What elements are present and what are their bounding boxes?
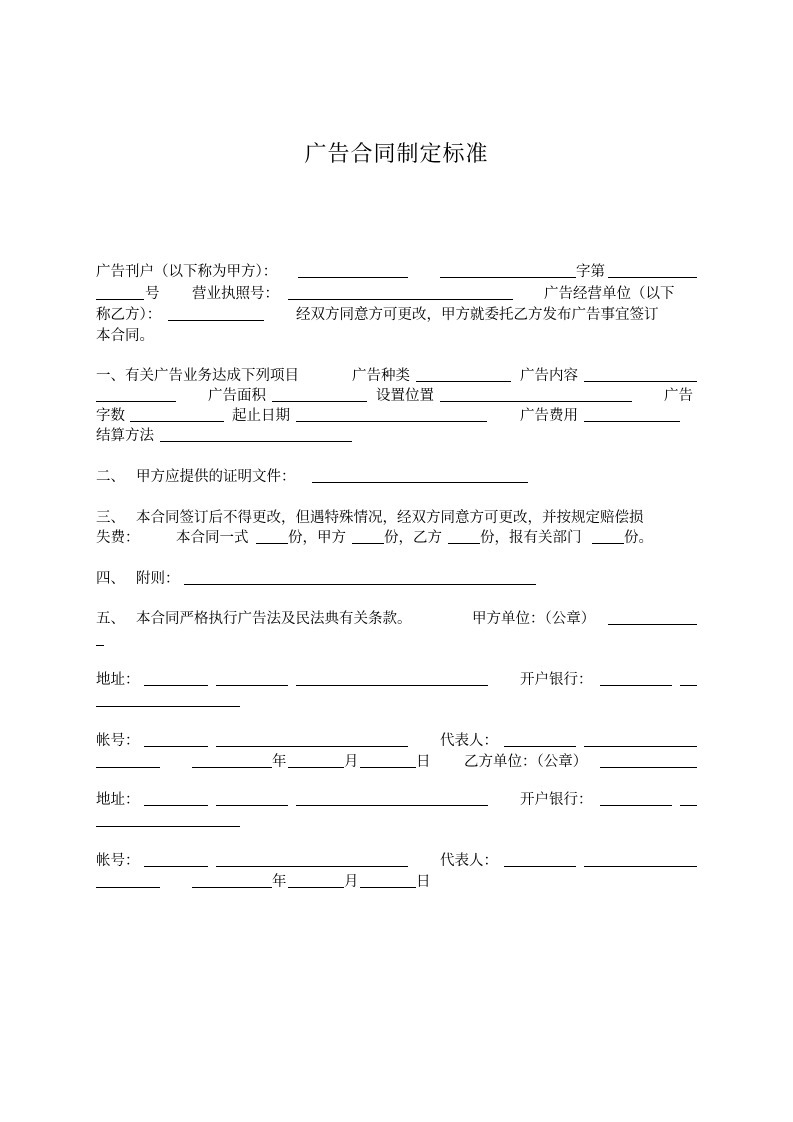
party-a-bank-blank[interactable]: [600, 670, 672, 686]
total-copies-blank[interactable]: [256, 528, 288, 544]
section2-number: 二、: [96, 469, 125, 485]
party-a-bank-blank-2[interactable]: [680, 670, 697, 686]
agency-blank[interactable]: [168, 305, 264, 321]
ad-content-blank[interactable]: [584, 366, 697, 382]
party-b-month-blank[interactable]: [288, 872, 344, 888]
hao-label: 号: [145, 286, 160, 302]
agency-label-part2: 称乙方）：: [96, 307, 162, 323]
section1-line-3: [96, 406, 697, 426]
section4-line: [96, 569, 697, 589]
party-a-address-blank-3[interactable]: [296, 670, 488, 686]
intro-closing: 本合同。: [96, 328, 154, 344]
department-copies-blank[interactable]: [592, 528, 624, 544]
party-a-year-blank[interactable]: [192, 752, 272, 768]
word-count-label-part2: 字数: [96, 408, 125, 424]
section2-line: [96, 467, 697, 487]
party-a-day-blank[interactable]: [360, 752, 416, 768]
party-a-bank-blank-cont[interactable]: [96, 691, 240, 707]
ad-area-label: 广告面积: [208, 388, 266, 404]
party-a-bank-label: 开户银行：: [520, 672, 593, 688]
section4-number: 四、: [96, 571, 125, 587]
section3-line-2: [96, 528, 697, 548]
ad-content-blank-cont[interactable]: [96, 386, 176, 402]
section5-text: 本合同严格执行广告法及民法典有关条款。: [136, 611, 412, 627]
party-a-rep-blank-cont[interactable]: [96, 752, 160, 768]
party-b-address-label: 地址：: [96, 792, 140, 808]
party-a-rep-blank[interactable]: [504, 731, 576, 747]
party-a-unit-blank[interactable]: [608, 609, 697, 625]
party-b-date-line: [96, 872, 697, 892]
party-a-account-blank-1[interactable]: [144, 731, 208, 747]
party-a-month-label: 月: [344, 754, 359, 770]
intro-line-3: [96, 305, 697, 325]
section1-line-1: [96, 366, 697, 386]
ad-area-blank[interactable]: [272, 386, 367, 402]
ad-content-label: 广告内容: [520, 368, 578, 384]
party-b-unit-blank[interactable]: [600, 752, 697, 768]
document-number-blank[interactable]: [608, 262, 697, 278]
party-b-bank-blank-2[interactable]: [680, 790, 697, 806]
party-a-copies-blank[interactable]: [352, 528, 384, 544]
department-copies-label: 份，报有关部门: [480, 530, 582, 546]
document-title: 广告合同制定标准: [304, 142, 489, 167]
party-a-day-label: 日: [416, 754, 431, 770]
party-b-year-label: 年: [272, 874, 287, 890]
party-a-month-blank[interactable]: [288, 752, 344, 768]
section1-heading: 一、有关广告业务达成下列项目: [96, 368, 299, 384]
party-a-rep-blank-2[interactable]: [584, 731, 697, 747]
ad-type-label: 广告种类: [352, 368, 410, 384]
party-b-address-line-2: [96, 811, 697, 831]
ad-fee-blank[interactable]: [584, 406, 680, 422]
word-count-blank[interactable]: [130, 406, 224, 422]
party-a-unit-blank-cont[interactable]: [96, 630, 104, 646]
party-b-rep-blank-2[interactable]: [584, 851, 697, 867]
word-count-label-part1: 广告: [664, 388, 693, 404]
license-number-blank[interactable]: [288, 284, 513, 300]
copies-end-label: 份。: [624, 530, 653, 546]
document-prefix-blank[interactable]: [440, 262, 576, 278]
party-b-bank-label: 开户银行：: [520, 792, 593, 808]
party-b-address-blank-2[interactable]: [216, 790, 288, 806]
party-b-account-line: [96, 851, 697, 871]
party-b-address-blank-3[interactable]: [296, 790, 488, 806]
dates-blank[interactable]: [296, 406, 487, 422]
section3-text: 本合同签订后不得更改，但遇特殊情况，经双方同意方可更改，并按规定赔偿损: [136, 510, 644, 526]
party-b-year-blank[interactable]: [192, 872, 272, 888]
agency-label-part1: 广告经营单位（以下: [544, 286, 675, 302]
party-b-day-blank[interactable]: [360, 872, 416, 888]
certificates-blank[interactable]: [312, 467, 528, 483]
party-b-day-label: 日: [416, 874, 431, 890]
party-a-copies-label: 份，甲方: [288, 530, 346, 546]
party-a-address-line: [96, 670, 697, 690]
intro-line-1: [96, 262, 697, 282]
section4-text: 附则：: [136, 571, 180, 587]
ad-type-blank[interactable]: [416, 366, 511, 382]
party-b-bank-blank-cont[interactable]: [96, 811, 240, 827]
ad-fee-label: 广告费用: [520, 408, 578, 424]
copies-label: 本合同一式: [176, 530, 249, 546]
party-a-date-line: [96, 752, 697, 772]
section1-line-2: [96, 386, 697, 406]
settlement-blank[interactable]: [160, 426, 352, 442]
party-b-address-line: [96, 790, 697, 810]
zi-di-label: 字第: [576, 264, 605, 280]
publisher-label: 广告刊户（以下称为甲方）：: [96, 264, 278, 280]
party-a-account-line: [96, 731, 697, 751]
intro-line-4: [96, 326, 697, 346]
party-b-account-blank-1[interactable]: [144, 851, 208, 867]
dates-label: 起止日期: [232, 408, 290, 424]
section5-number: 五、: [96, 611, 125, 627]
consent-text: 经双方同意方可更改，甲方就委托乙方发布广告事宜签订: [296, 307, 659, 323]
party-b-rep-label: 代表人：: [440, 853, 498, 869]
section3-line-1: [96, 508, 697, 528]
party-a-address-line-2: [96, 691, 697, 711]
section3-number: 三、: [96, 510, 125, 526]
license-label: 营业执照号：: [192, 286, 279, 302]
party-b-month-label: 月: [344, 874, 359, 890]
publisher-blank[interactable]: [298, 262, 408, 278]
party-b-account-blank-2[interactable]: [216, 851, 408, 867]
position-blank[interactable]: [440, 386, 632, 402]
party-b-address-blank-1[interactable]: [144, 790, 208, 806]
party-b-account-label: 帐号：: [96, 853, 140, 869]
party-b-unit-label: 乙方单位：（公章）: [464, 754, 588, 770]
party-a-address-blank-2[interactable]: [216, 670, 288, 686]
party-b-copies-label: 份，乙方: [384, 530, 442, 546]
compensation-label: 失费：: [96, 530, 140, 546]
party-a-account-blank-2[interactable]: [216, 731, 408, 747]
party-b-rep-blank-cont[interactable]: [96, 872, 160, 888]
party-a-unit-label: 甲方单位：（公章）: [472, 611, 596, 627]
party-a-address-label: 地址：: [96, 672, 140, 688]
section2-text: 甲方应提供的证明文件：: [136, 469, 296, 485]
party-a-rep-label: 代表人：: [440, 733, 498, 749]
intro-line-2: [96, 284, 697, 304]
party-b-copies-blank[interactable]: [448, 528, 480, 544]
party-a-account-label: 帐号：: [96, 733, 140, 749]
document-number-blank-cont[interactable]: [96, 284, 144, 300]
party-a-address-blank-1[interactable]: [144, 670, 208, 686]
settlement-label: 结算方法: [96, 428, 154, 444]
party-b-rep-blank[interactable]: [504, 851, 576, 867]
appendix-blank[interactable]: [184, 569, 536, 585]
position-label: 设置位置: [376, 388, 434, 404]
party-b-bank-blank[interactable]: [600, 790, 672, 806]
section5-line-2: [96, 630, 697, 650]
party-a-year-label: 年: [272, 754, 287, 770]
section1-line-4: [96, 426, 697, 446]
section5-line-1: [96, 609, 697, 629]
